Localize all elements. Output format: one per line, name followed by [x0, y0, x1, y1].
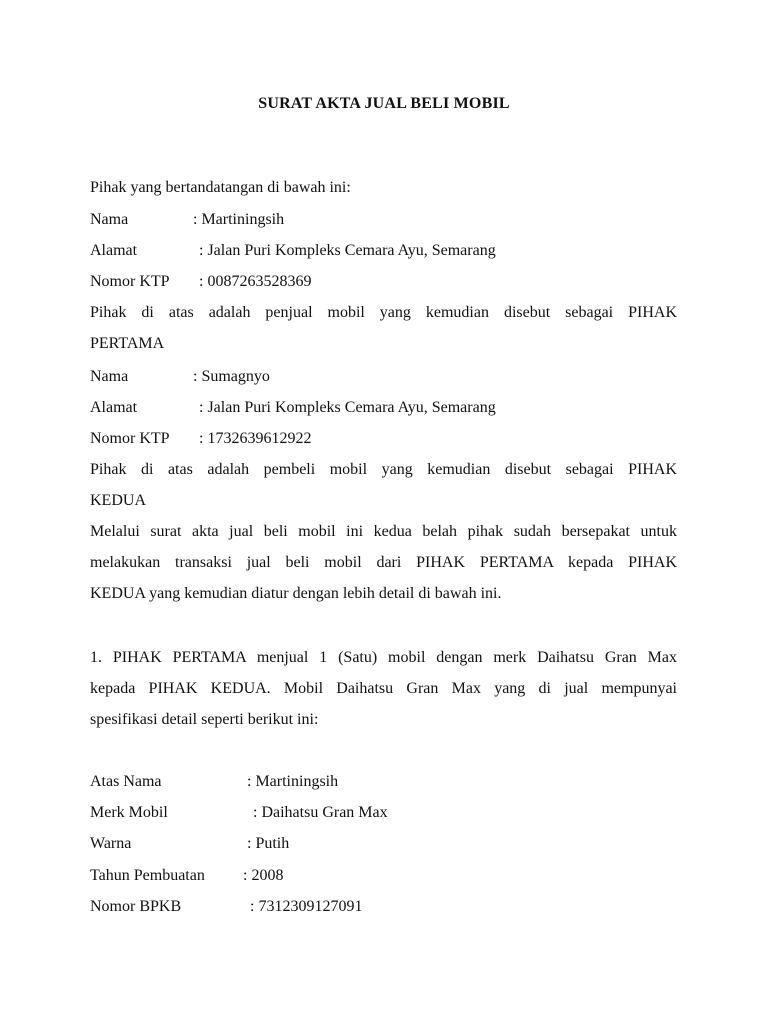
party1-alamat-row — [90, 241, 677, 261]
party1-desc-line1: Pihak di atas adalah penjual mobil yang kemudian disebut sebagai PIHAK — [90, 304, 677, 321]
party2-desc-line1: Pihak di atas adalah pembeli mobil yang kemudian disebut sebagai PIHAK — [90, 461, 677, 478]
spec-row-warna — [90, 834, 677, 854]
spec-label: Tahun Pembuatan — [90, 867, 205, 884]
party2-nama-label: Nama — [90, 368, 129, 385]
agreement-line2: melakukan transaksi jual beli mobil dari PIHAK PERTAMA kepada PIHAK — [90, 554, 677, 571]
spec-label: Merk Mobil — [90, 804, 168, 821]
party2-alamat-label: Alamat — [90, 399, 138, 416]
party1-alamat-value: : Jalan Puri Kompleks Cemara Ayu, Semarang — [199, 242, 496, 259]
clause1-line1: 1. PIHAK PERTAMA menjual 1 (Satu) mobil dengan merk Daihatsu Gran Max — [90, 649, 677, 666]
party1-ktp-label: Nomor KTP — [90, 273, 170, 290]
spec-row-atas-nama — [90, 772, 677, 792]
spec-row-nomor-bpkb — [90, 897, 677, 917]
spec-value: : 7312309127091 — [250, 898, 363, 915]
spec-value: : Daihatsu Gran Max — [253, 804, 388, 821]
party1-ktp-value: : 0087263528369 — [199, 273, 312, 290]
party2-desc-line2: KEDUA — [90, 492, 146, 509]
party1-nama-label: Nama — [90, 211, 129, 228]
party2-alamat-value: : Jalan Puri Kompleks Cemara Ayu, Semarang — [199, 399, 496, 416]
clause1-line3: spesifikasi detail seperti berikut ini: — [90, 711, 319, 728]
party2-ktp-value: : 1732639612922 — [199, 430, 312, 447]
spec-label: Warna — [90, 835, 132, 852]
party2-ktp-row — [90, 429, 677, 449]
spec-value: : 2008 — [243, 867, 284, 884]
spec-value: : Putih — [247, 835, 290, 852]
party1-nama-row — [90, 210, 677, 230]
agreement-line1: Melalui surat akta jual beli mobil ini kedua belah pihak sudah bersepakat untuk — [90, 523, 677, 540]
party2-nama-row — [90, 367, 677, 387]
party2-ktp-label: Nomor KTP — [90, 430, 170, 447]
party2-alamat-row — [90, 398, 677, 418]
intro-text: Pihak yang bertandatangan di bawah ini: — [90, 179, 351, 196]
party1-ktp-row — [90, 272, 677, 292]
party2-nama-value: : Sumagnyo — [193, 368, 270, 385]
party1-alamat-label: Alamat — [90, 242, 138, 259]
spec-row-tahun-pembuatan — [90, 866, 677, 886]
spec-label: Nomor BPKB — [90, 898, 182, 915]
agreement-line3: KEDUA yang kemudian diatur dengan lebih detail di bawah ini. — [90, 585, 502, 602]
party1-desc-line2: PERTAMA — [90, 335, 165, 352]
document-title: SURAT AKTA JUAL BELI MOBIL — [258, 95, 510, 112]
spec-label: Atas Nama — [90, 773, 162, 790]
spec-row-merk-mobil — [90, 803, 677, 823]
party1-nama-value: : Martiningsih — [193, 211, 285, 228]
spec-value: : Martiningsih — [247, 773, 339, 790]
clause1-line2: kepada PIHAK KEDUA. Mobil Daihatsu Gran Max yang di jual mempunyai — [90, 680, 677, 697]
